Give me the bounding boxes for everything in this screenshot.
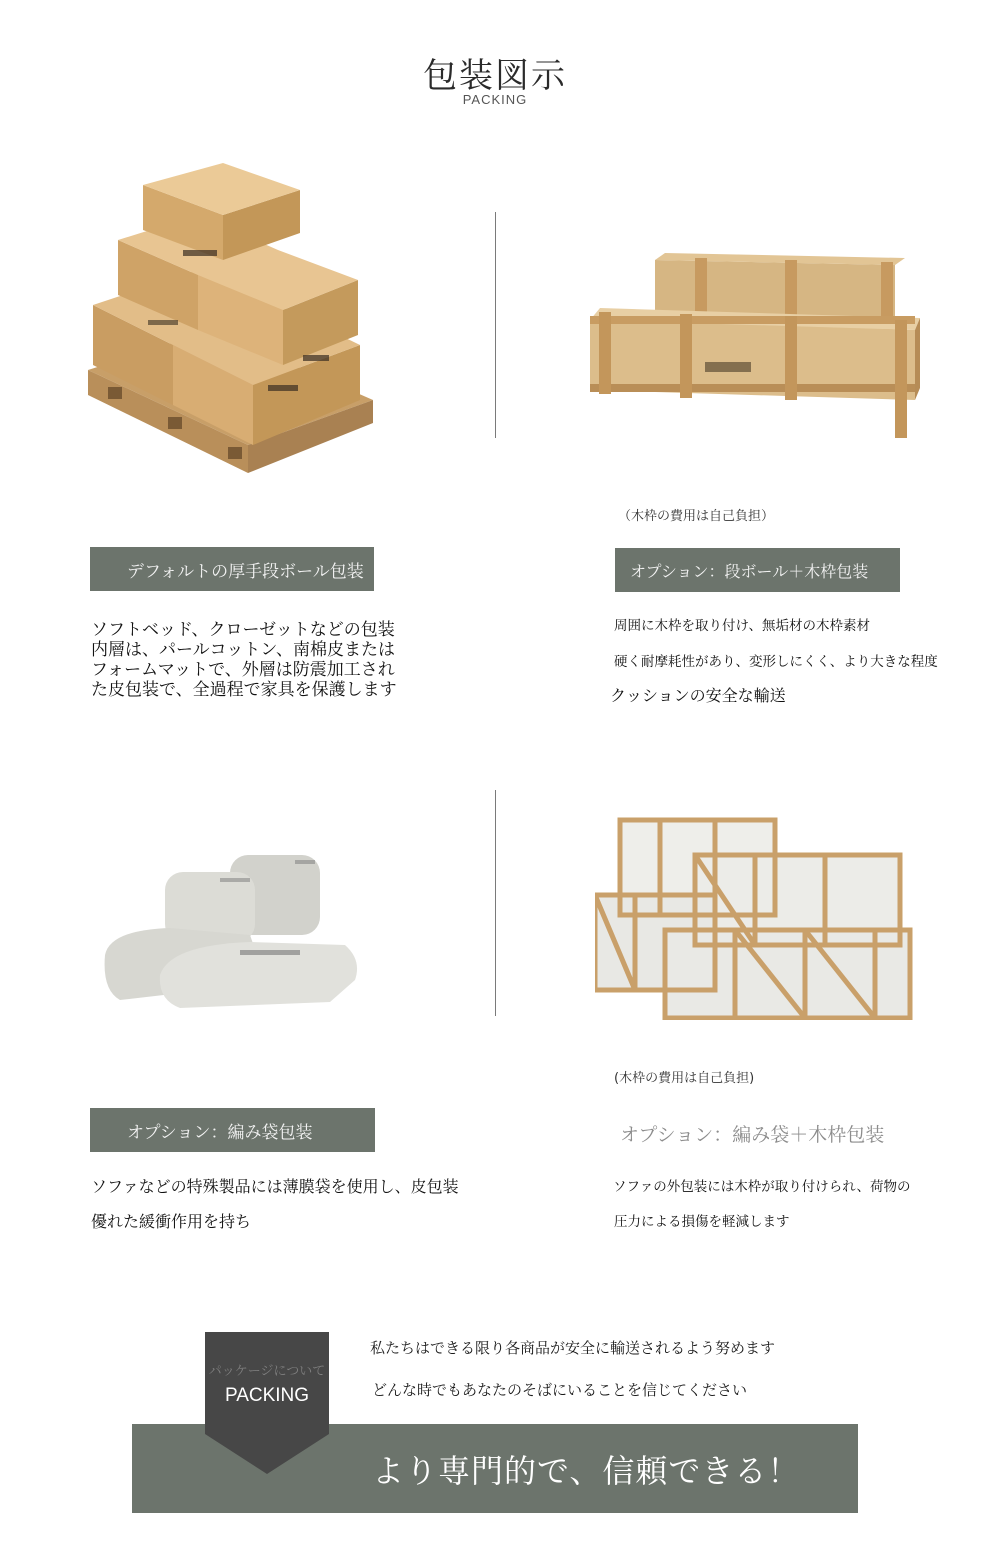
default-packaging-description bbox=[91, 620, 451, 700]
default-packaging-label: デフォルトの厚手段ボール包装 bbox=[127, 561, 364, 582]
cardboard-wood-line-3: クッションの安全な輸送 bbox=[610, 686, 786, 705]
default-packaging-banner bbox=[90, 547, 374, 591]
page-subtitle: PACKING bbox=[462, 92, 528, 107]
woven-bag-line-2: 優れた緩衝作用を持ち bbox=[91, 1212, 252, 1231]
woven-bag-wood-banner bbox=[620, 1118, 884, 1148]
description-line: フォームマットで、外層は防震加工され bbox=[91, 660, 395, 680]
cardboard-wood-banner bbox=[615, 548, 900, 592]
divider-line-2 bbox=[495, 790, 496, 1016]
woven-bag-wood-line-1: ソファの外包装には木枠が取り付けられ、荷物の bbox=[613, 1179, 911, 1195]
description-line: ソフトベッド、クローゼットなどの包装 bbox=[91, 620, 395, 640]
woven-bag-banner bbox=[90, 1108, 375, 1152]
woven-bag-line-1: ソファなどの特殊製品には薄膜袋を使用し、皮包装 bbox=[91, 1177, 459, 1196]
wood-frame-cost-note-2: (木枠の費用は自己負担) bbox=[614, 1071, 755, 1086]
woven-bag-wood-label: オプション：編み袋＋木枠包装 bbox=[620, 1123, 885, 1146]
cardboard-wood-label: オプション：段ボール＋木枠包装 bbox=[630, 561, 869, 581]
cardboard-wood-line-2: 硬く耐摩耗性があり、変形しにくく、より大きな程度 bbox=[614, 654, 938, 670]
woven-bag-label: オプション：編み袋包装 bbox=[127, 1122, 313, 1143]
packing-tag bbox=[205, 1332, 329, 1407]
footer-message-1: 私たちはできる限り各商品が安全に輸送されるよう努めます bbox=[370, 1339, 776, 1357]
wood-frame-cost-note-1: （木枠の費用は自己負担） bbox=[618, 509, 775, 524]
footer-slogan: より専門的で、信頼できる！ bbox=[372, 1452, 801, 1490]
packing-tag-title: PACKING bbox=[224, 1385, 310, 1406]
description-line: た皮包装で、全過程で家具を保護します bbox=[91, 680, 397, 700]
wooden-crate-image bbox=[585, 250, 925, 445]
woven-bag-wood-line-2: 圧力による損傷を軽減します bbox=[614, 1214, 790, 1230]
cardboard-wood-line-1: 周囲に木枠を取り付け、無垢材の木枠素材 bbox=[614, 618, 870, 634]
description-line: 内層は、パールコットン、南棉皮または bbox=[91, 640, 395, 660]
footer-message-2: どんな時でもあなたのそばにいることを信じてください bbox=[372, 1381, 748, 1399]
divider-line-1 bbox=[495, 212, 496, 438]
page-title: 包装図示 bbox=[423, 56, 567, 96]
cardboard-pallet-image bbox=[88, 155, 378, 485]
woven-bag-image bbox=[100, 850, 362, 1010]
woven-bag-wood-frame-image bbox=[595, 815, 915, 1020]
packing-tag-caption: パッケージについて bbox=[208, 1364, 326, 1379]
